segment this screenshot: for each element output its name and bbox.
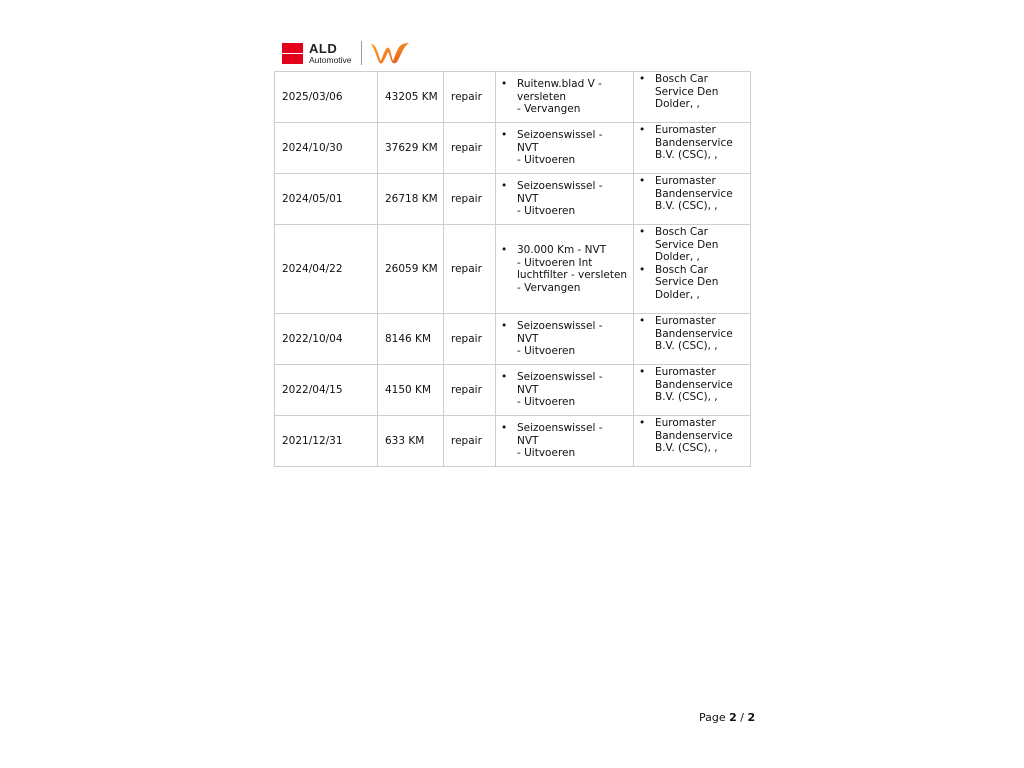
row-work [496, 225, 634, 314]
garage-item [639, 73, 750, 111]
garage-name: Bosch Car Service Den Dolder, , [655, 226, 719, 263]
work-item [501, 244, 633, 294]
ald-logo-text [309, 42, 352, 65]
row-type: repair [444, 123, 496, 174]
row-mileage: 26718 KM [378, 174, 444, 225]
garage-name: Euromaster Bandenservice B.V. (CSC), , [655, 366, 733, 403]
table-row [275, 174, 751, 225]
bullet-icon: • [501, 422, 508, 435]
partner-logo-icon [370, 41, 410, 65]
work-item [501, 320, 633, 358]
page-current: 2 [729, 711, 737, 724]
repair-history-body [275, 72, 751, 467]
table-row [275, 314, 751, 365]
work-description: Seizoenswissel - NVT - Uitvoeren [517, 129, 603, 167]
row-work [496, 365, 634, 416]
brand-name: ALD [309, 40, 338, 56]
bullet-icon: • [639, 73, 646, 85]
bullet-icon: • [639, 263, 646, 276]
row-mileage: 4150 KM [378, 365, 444, 416]
row-date: 2025/03/06 [275, 72, 378, 123]
row-date: 2021/12/31 [275, 416, 378, 467]
garage-item [639, 264, 750, 302]
work-item [501, 422, 633, 460]
row-type: repair [444, 72, 496, 123]
table-row [275, 365, 751, 416]
row-garage [634, 225, 751, 314]
work-item [501, 180, 633, 218]
row-date: 2024/10/30 [275, 123, 378, 174]
ald-logo-icon [282, 43, 303, 64]
work-description: Seizoenswissel - NVT - Uitvoeren [517, 422, 603, 460]
row-mileage: 43205 KM [378, 72, 444, 123]
row-mileage: 8146 KM [378, 314, 444, 365]
bullet-icon: • [639, 226, 646, 238]
garage-item [639, 226, 750, 264]
work-item [501, 129, 633, 167]
row-garage [634, 365, 751, 416]
bullet-icon: • [639, 366, 646, 378]
row-work [496, 416, 634, 467]
logo-divider [361, 41, 362, 65]
page-label: Page [699, 711, 726, 724]
row-work [496, 123, 634, 174]
row-mileage: 633 KM [378, 416, 444, 467]
row-work [496, 314, 634, 365]
bullet-icon: • [501, 371, 508, 384]
bullet-icon: • [501, 180, 508, 193]
row-type: repair [444, 174, 496, 225]
table-row [275, 225, 751, 314]
row-type: repair [444, 314, 496, 365]
row-mileage: 26059 KM [378, 225, 444, 314]
row-garage [634, 123, 751, 174]
row-date: 2022/10/04 [275, 314, 378, 365]
row-type: repair [444, 416, 496, 467]
garage-item [639, 417, 750, 455]
repair-history-table [274, 71, 751, 467]
garage-item [639, 315, 750, 353]
garage-name: Bosch Car Service Den Dolder, , [655, 263, 719, 301]
row-work [496, 174, 634, 225]
garage-name: Euromaster Bandenservice B.V. (CSC), , [655, 124, 733, 161]
bullet-icon: • [639, 417, 646, 429]
row-mileage: 37629 KM [378, 123, 444, 174]
garage-name: Bosch Car Service Den Dolder, , [655, 73, 719, 110]
page-separator: / [740, 711, 745, 724]
garage-item [639, 175, 750, 213]
bullet-icon: • [501, 244, 508, 256]
row-date: 2022/04/15 [275, 365, 378, 416]
page-total: 2 [747, 711, 756, 724]
work-description: Seizoenswissel - NVT - Uitvoeren [517, 320, 603, 358]
garage-item [639, 366, 750, 404]
work-item [501, 371, 633, 409]
row-type: repair [444, 365, 496, 416]
row-garage [634, 416, 751, 467]
bullet-icon: • [639, 315, 646, 327]
table-row [275, 416, 751, 467]
row-work [496, 72, 634, 123]
row-garage [634, 314, 751, 365]
header-logos [282, 40, 410, 66]
work-item [501, 78, 633, 116]
brand-sub: Automotive [309, 54, 352, 65]
garage-name: Euromaster Bandenservice B.V. (CSC), , [655, 417, 733, 454]
bullet-icon: • [501, 78, 508, 91]
row-type: repair [444, 225, 496, 314]
row-garage [634, 174, 751, 225]
bullet-icon: • [639, 175, 646, 187]
table-row [275, 72, 751, 123]
row-date: 2024/05/01 [275, 174, 378, 225]
row-garage [634, 72, 751, 123]
garage-name: Euromaster Bandenservice B.V. (CSC), , [655, 315, 733, 352]
bullet-icon: • [501, 320, 508, 333]
work-description: Seizoenswissel - NVT - Uitvoeren [517, 180, 603, 218]
garage-item [639, 124, 750, 162]
work-description: 30.000 Km - NVT - Uitvoeren Int luchtfilter - versleten - Vervangen [517, 244, 628, 294]
work-description: Seizoenswissel - NVT - Uitvoeren [517, 371, 603, 409]
table-row [275, 123, 751, 174]
bullet-icon: • [501, 129, 508, 142]
garage-name: Euromaster Bandenservice B.V. (CSC), , [655, 175, 733, 212]
row-date: 2024/04/22 [275, 225, 378, 314]
bullet-icon: • [639, 124, 646, 136]
page-footer [699, 711, 755, 724]
work-description: Ruitenw.blad V - versleten - Vervangen [517, 78, 602, 116]
